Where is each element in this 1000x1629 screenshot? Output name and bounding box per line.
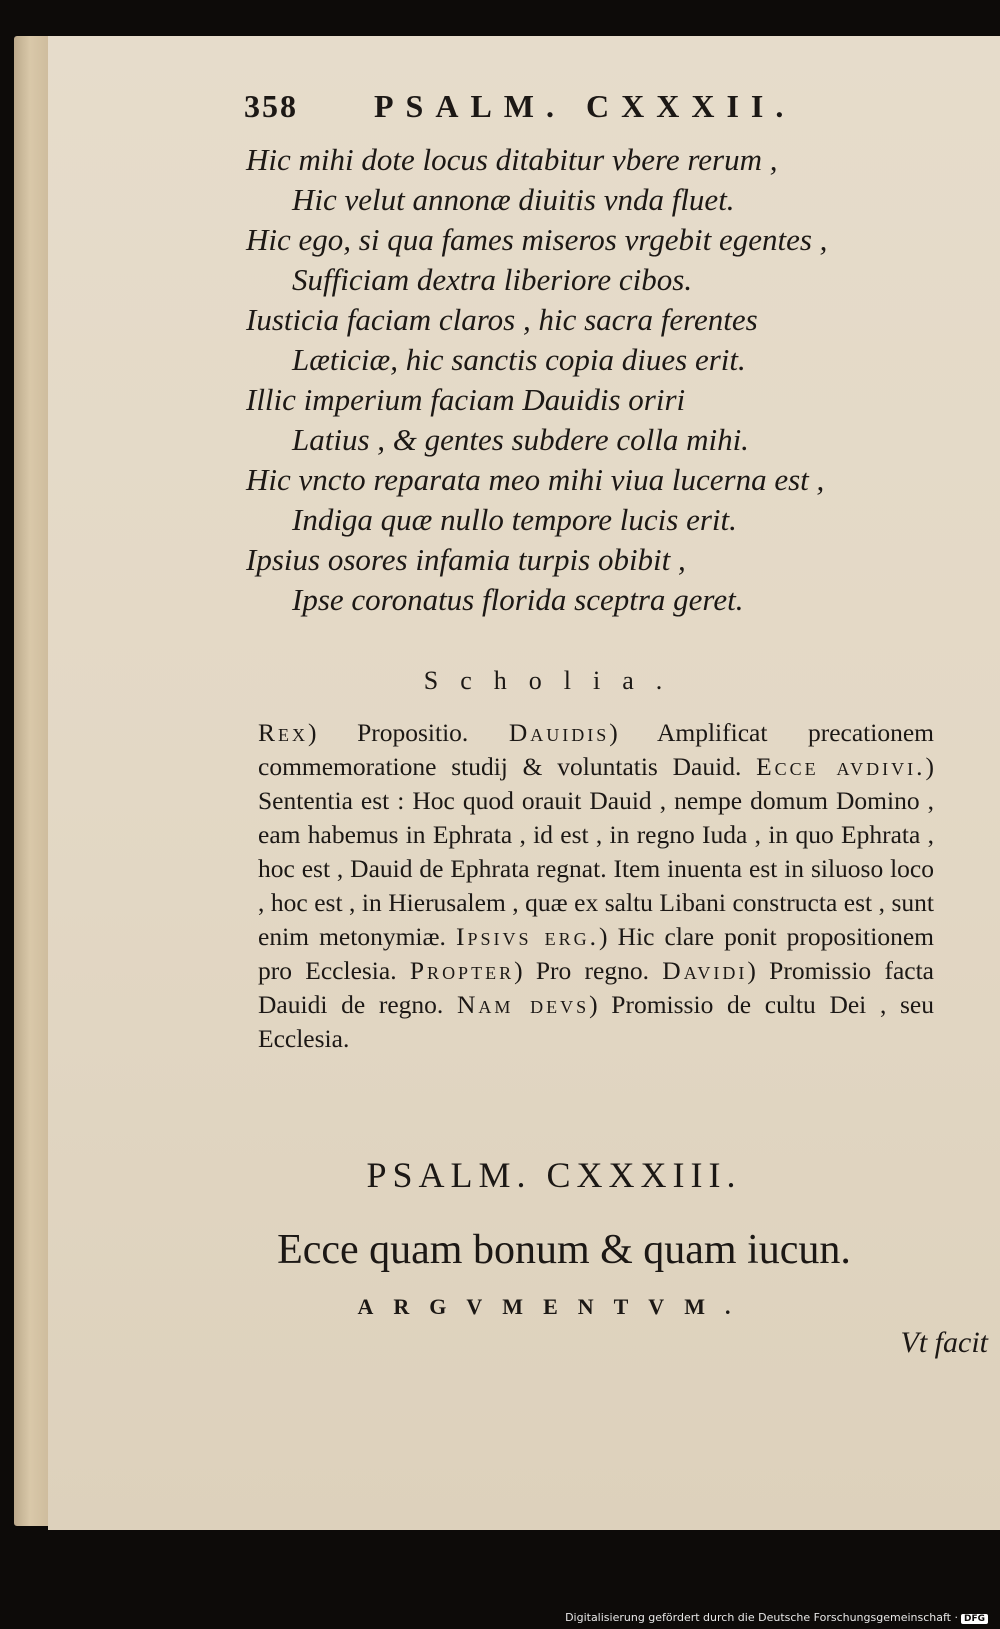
scholia-lemma: Propter bbox=[409, 956, 515, 985]
scholia-lemma: Ecce avdivi. bbox=[756, 752, 926, 781]
book-page bbox=[48, 36, 1000, 1530]
verse-line: Illic imperium faciam Dauidis oriri bbox=[246, 382, 686, 417]
scholia-heading: Scholia. bbox=[423, 666, 685, 695]
running-head-title: PSALM. CXXXII. bbox=[374, 88, 796, 124]
scholia-text: ) Promissio facta Dauidi de regno. bbox=[258, 956, 934, 1019]
verse-line: Ipse coronatus florida sceptra geret. bbox=[292, 582, 744, 617]
scholia-text: ) Amplificat precationem commemoratione studij & voluntatis Dauid. bbox=[258, 718, 934, 781]
scholia-text: ) Propositio. bbox=[308, 718, 509, 747]
scholia-lemma: Davidi bbox=[662, 956, 748, 985]
argumentum-heading: ARGVMENTVM. bbox=[357, 1294, 751, 1319]
scholia-text: ) Promissio de cultu Dei , seu Ecclesia. bbox=[258, 990, 935, 1053]
scholia-text: ) Hic clare ponit propositionem pro Ecclesia. bbox=[258, 922, 934, 985]
verse-line: Hic ego, si qua fames miseros vrgebit egentes , bbox=[246, 222, 828, 257]
verse-line: Læticiæ, hic sanctis copia diues erit. bbox=[292, 342, 746, 377]
verse-line: Ipsius osores infamia turpis obibit , bbox=[246, 542, 686, 577]
psalm-title: PSALM. CXXXIII. bbox=[366, 1155, 742, 1195]
page-number: 358 bbox=[244, 88, 298, 124]
verse-line: Hic vncto reparata meo mihi viua lucerna est , bbox=[246, 462, 825, 497]
digitization-credit bbox=[561, 1610, 992, 1625]
verse-line: Hic mihi dote locus ditabitur vbere rerum , bbox=[246, 142, 778, 177]
scholia-lemma: Dauidis bbox=[508, 718, 610, 747]
scholia-body bbox=[258, 716, 934, 1056]
verse-line: Hic velut annonæ diuitis vnda fluet. bbox=[292, 182, 735, 217]
psalm-incipit: Ecce quam bonum & quam iucun. bbox=[277, 1227, 851, 1273]
dfg-logo-icon: DFG bbox=[961, 1614, 988, 1624]
verse-line: Latius , & gentes subdere colla mihi. bbox=[292, 422, 749, 457]
verse-line: Sufficiam dextra liberiore cibos. bbox=[292, 262, 693, 297]
scholia-text: ) Pro regno. bbox=[514, 956, 663, 985]
scholia-text: ) Sententia est : Hoc quod orauit Dauid , nempe domum Domino , eam habemus in Ephrata , id est , in regno Iuda , in quo Ephrata , hoc est , Dauid de Ephrata regnat. Item inuenta est in siluoso loco , hoc est , in Hierusalem , quæ ex saltu Libani constructa est , sunt enim metonymiæ. bbox=[258, 752, 934, 951]
scholia-lemma: Ipsivs erg. bbox=[455, 922, 599, 951]
scholia-lemma: Rex bbox=[258, 718, 309, 747]
verse-line: Iusticia faciam claros , hic sacra ferentes bbox=[246, 302, 758, 337]
verse-line: Indiga quæ nullo tempore lucis erit. bbox=[292, 502, 737, 537]
catchword: Vt facit bbox=[900, 1326, 988, 1359]
credit-text: Digitalisierung gefördert durch die Deutsche Forschungsgemeinschaft · bbox=[565, 1611, 958, 1624]
scholia-lemma: Nam devs bbox=[456, 990, 590, 1019]
